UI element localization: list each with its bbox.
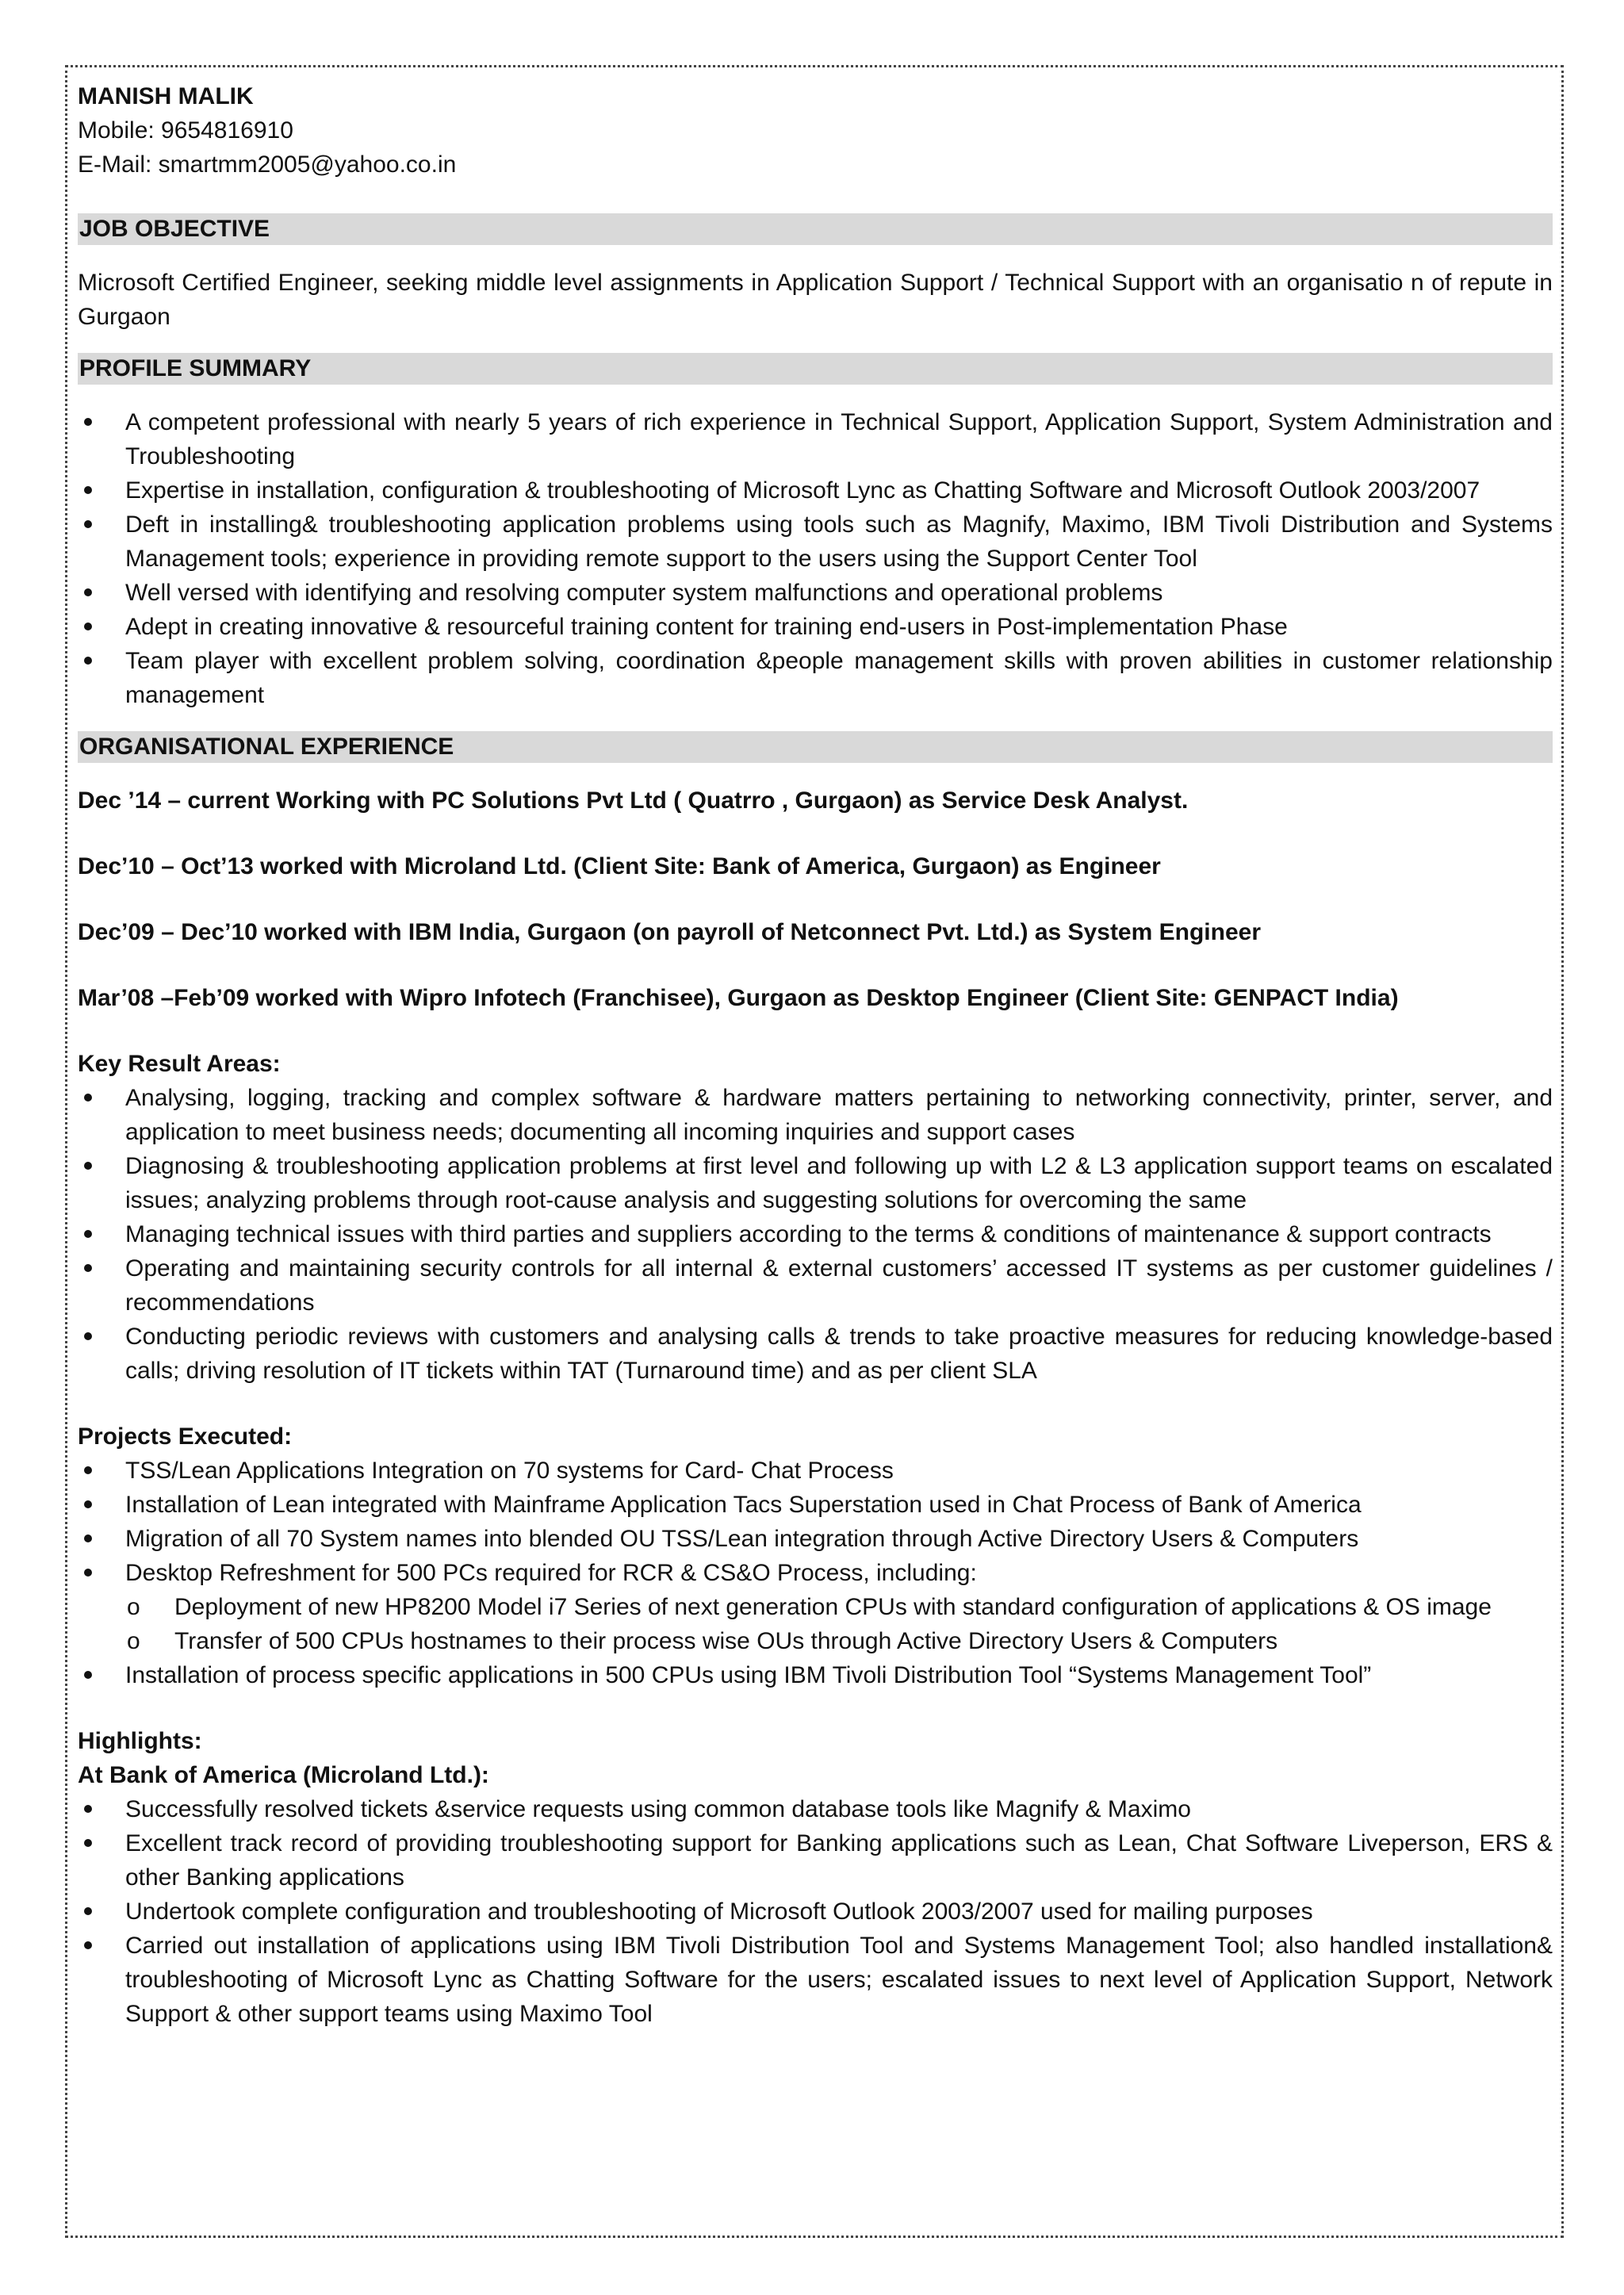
candidate-name: MANISH MALIK (78, 83, 254, 109)
highlights-subheading: At Bank of America (Microland Ltd.): (78, 1762, 489, 1788)
experience-heading: ORGANISATIONAL EXPERIENCE (78, 731, 1553, 763)
list-item: TSS/Lean Applications Integration on 70 systems for Card- Chat Process (78, 1454, 1553, 1488)
email-address: E-Mail: smartmm2005@yahoo.co.in (78, 151, 457, 178)
list-item: Expertise in installation, configuration & troubleshooting of Microsoft Lync as Chatting Software and Microsoft Outlook 2003/2007 (78, 473, 1553, 508)
list-item: Carried out installation of applications using IBM Tivoli Distribution Tool and Systems Management Tool; also handled installation& troubleshooting of Microsoft Lync as Chatting Software for the users; escalated issues to next level of Application Support, Network Support & other support teams using Maximo Tool (78, 1929, 1553, 2031)
projects-list (78, 1454, 1553, 1590)
projects-heading: Projects Executed: (78, 1423, 293, 1450)
list-item: Analysing, logging, tracking and complex software & hardware matters pertaining to networking connectivity, printer, server, and application to meet business needs; documenting all incoming inquiries and support cases (78, 1081, 1553, 1149)
mobile-number: Mobile: 9654816910 (78, 117, 293, 144)
job-objective-heading: JOB OBJECTIVE (78, 213, 1553, 245)
resume-document (78, 79, 1553, 2031)
highlights-list (78, 1792, 1553, 2031)
list-item: Undertook complete configuration and troubleshooting of Microsoft Outlook 2003/2007 used for mailing purposes (78, 1895, 1553, 1929)
sub-list-item: o Deployment of new HP8200 Model i7 Series of next generation CPUs with standard configuration of applications & OS image (78, 1590, 1553, 1624)
list-item: Adept in creating innovative & resourceful training content for training end-users in Post-implementation Phase (78, 610, 1553, 644)
profile-summary-list (78, 405, 1553, 712)
list-item: Conducting periodic reviews with customers and analysing calls & trends to take proactive measures for reducing knowledge-based calls; driving resolution of IT tickets within TAT (Turnaround time) and as per client SLA (78, 1320, 1553, 1388)
list-item: Installation of Lean integrated with Mainframe Application Tacs Superstation used in Chat Process of Bank of America (78, 1488, 1553, 1522)
list-item: Well versed with identifying and resolving computer system malfunctions and operational problems (78, 576, 1553, 610)
list-item: Excellent track record of providing troubleshooting support for Banking applications such as Lean, Chat Software Liveperson, ERS & other Banking applications (78, 1826, 1553, 1895)
job-objective-text: Microsoft Certified Engineer, seeking middle level assignments in Application Support / Technical Support with an organisatio n of repute in Gurgaon (78, 270, 1553, 330)
key-result-areas-heading: Key Result Areas: (78, 1051, 281, 1077)
list-item: Managing technical issues with third parties and suppliers according to the terms & conditions of maintenance & support contracts (78, 1217, 1553, 1251)
experience-role: Dec’10 – Oct’13 worked with Microland Ltd. (Client Site: Bank of America, Gurgaon) as Engineer (78, 853, 1161, 879)
experience-role: Dec ’14 – current Working with PC Solutions Pvt Ltd ( Quatrro , Gurgaon) as Service Desk Analyst. (78, 787, 1189, 814)
list-item: Diagnosing & troubleshooting application problems at first level and following up with L2 & L3 application support teams on escalated issues; analyzing problems through root-cause analysis and suggesting solutions for overcoming the same (78, 1149, 1553, 1217)
list-item: Operating and maintaining security controls for all internal & external customers’ accessed IT systems as per customer guidelines / recommendations (78, 1251, 1553, 1320)
key-result-areas-list (78, 1081, 1553, 1388)
list-item: Installation of process specific applications in 500 CPUs using IBM Tivoli Distribution Tool “Systems Management Tool” (78, 1658, 1553, 1692)
projects-list-continued (78, 1658, 1553, 1692)
list-item: Team player with excellent problem solving, coordination &people management skills with proven abilities in customer relationship management (78, 644, 1553, 712)
project-subitems-list (78, 1590, 1553, 1658)
list-item: A competent professional with nearly 5 years of rich experience in Technical Support, Application Support, System Administration and Troubleshooting (78, 405, 1553, 473)
list-item: Successfully resolved tickets &service requests using common database tools like Magnify & Maximo (78, 1792, 1553, 1826)
profile-summary-heading: PROFILE SUMMARY (78, 353, 1553, 385)
list-item: Migration of all 70 System names into blended OU TSS/Lean integration through Active Directory Users & Computers (78, 1522, 1553, 1556)
spacer (78, 1388, 1553, 1420)
sub-list-item: o Transfer of 500 CPUs hostnames to their process wise OUs through Active Directory Users & Computers (78, 1624, 1553, 1658)
highlights-heading: Highlights: (78, 1728, 202, 1754)
spacer (78, 1692, 1553, 1724)
list-item: Deft in installing& troubleshooting application problems using tools such as Magnify, Maximo, IBM Tivoli Distribution and Systems Management tools; experience in providing remote support to the users using the Support Center Tool (78, 508, 1553, 576)
experience-role: Mar’08 –Feb’09 worked with Wipro Infotech (Franchisee), Gurgaon as Desktop Engineer (Client Site: GENPACT India) (78, 985, 1399, 1011)
experience-role: Dec’09 – Dec’10 worked with IBM India, Gurgaon (on payroll of Netconnect Pvt. Ltd.) as System Engineer (78, 919, 1261, 945)
list-item: Desktop Refreshment for 500 PCs required for RCR & CS&O Process, including: (78, 1556, 1553, 1590)
